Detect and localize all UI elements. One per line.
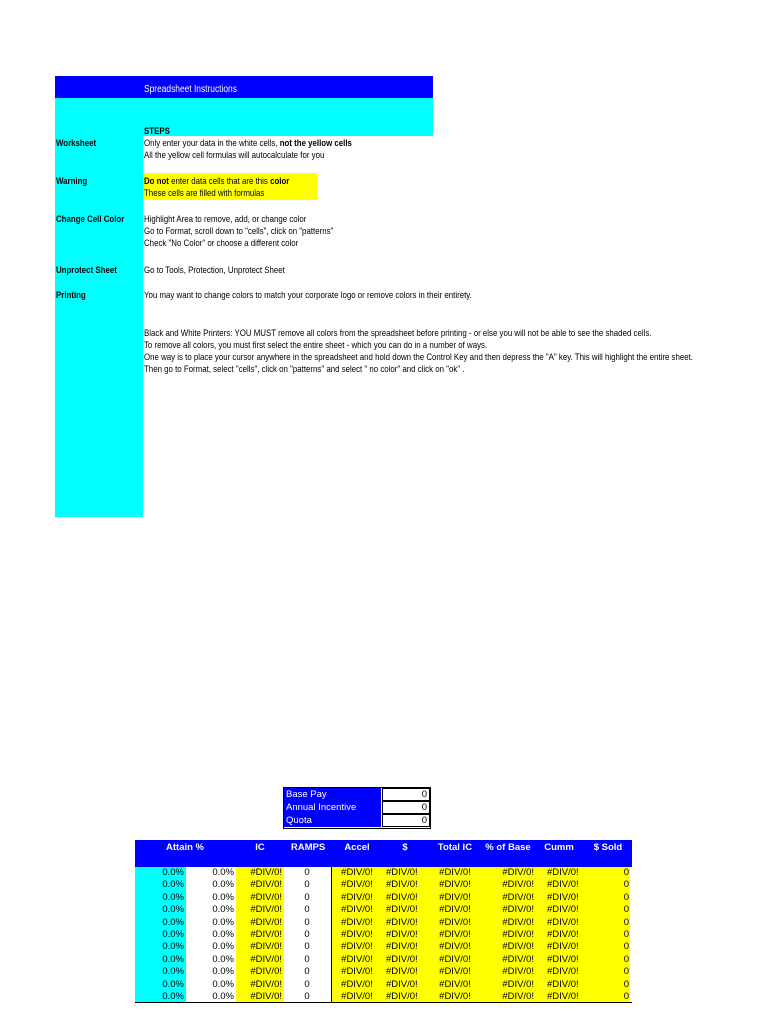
cell-ic: #DIV/0! [250, 879, 282, 891]
cell-pct-base: #DIV/0! [502, 941, 534, 953]
cell-cumm: #DIV/0! [547, 941, 579, 953]
cell-dollar: #DIV/0! [386, 879, 418, 891]
cell-cumm: #DIV/0! [547, 916, 579, 928]
cell-sold: 0 [623, 867, 629, 878]
cyan-header-band [55, 98, 433, 136]
input-base-pay[interactable]: 0 [382, 788, 430, 801]
cell-dollar: #DIV/0! [386, 941, 418, 953]
cell-accel: #DIV/0! [341, 891, 373, 903]
worksheet-text: Only enter your data in the white cells, not the yellow cells All the yellow cell formulas will autocalculate for you [144, 137, 352, 160]
cell-pct-base: #DIV/0! [502, 867, 534, 878]
cell-sold: 0 [623, 904, 629, 916]
cell-attain: 0.0% [162, 966, 184, 978]
cell-ic: #DIV/0! [250, 929, 282, 940]
cell-attain2[interactable]: 0.0% [212, 879, 234, 891]
cell-ramps[interactable]: 0 [304, 978, 310, 990]
cell-attain2[interactable]: 0.0% [212, 966, 234, 978]
cell-total-ic: #DIV/0! [439, 904, 471, 916]
cell-accel: #DIV/0! [341, 991, 373, 1002]
cell-ramps[interactable]: 0 [304, 929, 310, 940]
cyan-label-column [55, 136, 143, 517]
label-unprotect-sheet: Unprotect Sheet [56, 264, 117, 275]
cell-accel: #DIV/0! [341, 966, 373, 978]
input-label-annual-incentive: Annual Incentive [284, 801, 381, 814]
cell-attain2[interactable]: 0.0% [212, 929, 234, 940]
cell-attain2[interactable]: 0.0% [212, 941, 234, 953]
cell-accel: #DIV/0! [341, 916, 373, 928]
cell-sold: 0 [623, 879, 629, 891]
cell-dollar: #DIV/0! [386, 904, 418, 916]
cell-total-ic: #DIV/0! [439, 953, 471, 965]
cell-attain: 0.0% [162, 929, 184, 940]
printing-text: You may want to change colors to match your corporate logo or remove colors in their entirety. [144, 289, 472, 300]
cell-accel: #DIV/0! [341, 929, 373, 940]
cell-ramps[interactable]: 0 [304, 966, 310, 978]
cell-dollar: #DIV/0! [386, 991, 418, 1002]
header-ramps: RAMPS [290, 842, 326, 853]
label-printing: Printing [56, 289, 86, 300]
cell-attain: 0.0% [162, 916, 184, 928]
cell-dollar: #DIV/0! [386, 966, 418, 978]
cell-attain: 0.0% [162, 879, 184, 891]
cell-total-ic: #DIV/0! [439, 867, 471, 878]
cell-ramps[interactable]: 0 [304, 891, 310, 903]
header-dollar: $ [402, 842, 408, 853]
cell-attain2[interactable]: 0.0% [212, 953, 234, 965]
cell-ic: #DIV/0! [250, 916, 282, 928]
cell-cumm: #DIV/0! [547, 879, 579, 891]
cell-ic: #DIV/0! [250, 978, 282, 990]
cell-ic: #DIV/0! [250, 891, 282, 903]
label-change-cell-color: Change Cell Color [56, 213, 125, 224]
cell-attain: 0.0% [162, 991, 184, 1002]
cell-total-ic: #DIV/0! [439, 991, 471, 1002]
cell-attain: 0.0% [162, 867, 184, 878]
cell-ramps[interactable]: 0 [304, 941, 310, 953]
cell-cumm: #DIV/0! [547, 966, 579, 978]
cell-ramps[interactable]: 0 [304, 867, 310, 878]
cell-attain2[interactable]: 0.0% [212, 916, 234, 928]
cell-dollar: #DIV/0! [386, 978, 418, 990]
cell-attain: 0.0% [162, 953, 184, 965]
input-annual-incentive[interactable]: 0 [382, 801, 430, 814]
cell-cumm: #DIV/0! [547, 953, 579, 965]
cell-pct-base: #DIV/0! [502, 879, 534, 891]
cell-ic: #DIV/0! [250, 966, 282, 978]
cell-sold: 0 [623, 991, 629, 1002]
input-quota[interactable]: 0 [382, 814, 430, 827]
cell-attain2[interactable]: 0.0% [212, 904, 234, 916]
cell-accel: #DIV/0! [341, 953, 373, 965]
header-attain: Attain % [166, 842, 204, 853]
header-cumm: Cumm [544, 842, 574, 853]
cell-sold: 0 [623, 891, 629, 903]
cell-pct-base: #DIV/0! [502, 916, 534, 928]
cell-ic: #DIV/0! [250, 867, 282, 878]
cell-total-ic: #DIV/0! [439, 941, 471, 953]
cell-sold: 0 [623, 929, 629, 940]
cell-ramps[interactable]: 0 [304, 916, 310, 928]
cell-pct-base: #DIV/0! [502, 978, 534, 990]
cell-attain2[interactable]: 0.0% [212, 867, 234, 878]
input-label-quota: Quota [284, 814, 381, 827]
header-accel: Accel [344, 842, 370, 853]
cell-sold: 0 [623, 966, 629, 978]
change-color-text: Highlight Area to remove, add, or change color Go to Format, scroll down to "cells", click on "patterns" Check "No Color" or choose a different color [144, 213, 334, 248]
cell-cumm: #DIV/0! [547, 904, 579, 916]
cell-pct-base: #DIV/0! [502, 953, 534, 965]
label-warning: Warning [56, 175, 88, 186]
cell-ic: #DIV/0! [250, 941, 282, 953]
col-divider [331, 867, 332, 1003]
cell-attain: 0.0% [162, 891, 184, 903]
steps-heading: STEPS [144, 125, 170, 136]
header-sold: $ Sold [593, 842, 623, 853]
cell-dollar: #DIV/0! [386, 916, 418, 928]
cell-total-ic: #DIV/0! [439, 978, 471, 990]
cell-dollar: #DIV/0! [386, 929, 418, 940]
cell-attain2[interactable]: 0.0% [212, 891, 234, 903]
cell-total-ic: #DIV/0! [439, 891, 471, 903]
cell-cumm: #DIV/0! [547, 929, 579, 940]
cell-accel: #DIV/0! [341, 941, 373, 953]
cell-dollar: #DIV/0! [386, 867, 418, 878]
cell-attain: 0.0% [162, 904, 184, 916]
printing-details: Black and White Printers: YOU MUST remove all colors from the spreadsheet before printing - or else you will not be able to see the shaded cells. To remove all colors, you must first select the entire sheet - which you can do in a number of ways. One way is to place your cursor anywhere in the spreadsheet and hold down the Control Key and then depress the "A" key. This will highlight the entire sheet. Then go to Format, select "cells", click on "patterns" and select " no color" and click on "ok" . [144, 327, 693, 374]
cell-total-ic: #DIV/0! [439, 929, 471, 940]
input-label-base-pay: Base Pay [284, 788, 381, 801]
cell-total-ic: #DIV/0! [439, 916, 471, 928]
cell-cumm: #DIV/0! [547, 991, 579, 1002]
cell-total-ic: #DIV/0! [439, 879, 471, 891]
cell-ramps[interactable]: 0 [304, 991, 310, 1002]
cell-pct-base: #DIV/0! [502, 966, 534, 978]
cell-ic: #DIV/0! [250, 991, 282, 1002]
cell-attain2[interactable]: 0.0% [212, 978, 234, 990]
cell-cumm: #DIV/0! [547, 891, 579, 903]
cell-ic: #DIV/0! [250, 953, 282, 965]
cell-attain2[interactable]: 0.0% [212, 991, 234, 1002]
cell-pct-base: #DIV/0! [502, 891, 534, 903]
cell-cumm: #DIV/0! [547, 867, 579, 878]
cell-attain: 0.0% [162, 941, 184, 953]
cell-total-ic: #DIV/0! [439, 966, 471, 978]
cell-dollar: #DIV/0! [386, 953, 418, 965]
warning-text: Do not enter data cells that are this color These cells are filled with formulas [144, 175, 290, 198]
header-ic: IC [255, 842, 265, 853]
cell-dollar: #DIV/0! [386, 891, 418, 903]
header-pct-base: % of Base [485, 842, 531, 853]
unprotect-text: Go to Tools, Protection, Unprotect Sheet [144, 264, 285, 275]
cell-ramps[interactable]: 0 [304, 953, 310, 965]
cell-sold: 0 [623, 916, 629, 928]
cell-sold: 0 [623, 953, 629, 965]
cell-attain: 0.0% [162, 978, 184, 990]
cell-pct-base: #DIV/0! [502, 904, 534, 916]
cell-ic: #DIV/0! [250, 904, 282, 916]
instructions-title: Spreadsheet Instructions [144, 84, 237, 95]
cell-accel: #DIV/0! [341, 879, 373, 891]
cell-sold: 0 [623, 978, 629, 990]
cell-pct-base: #DIV/0! [502, 929, 534, 940]
cell-accel: #DIV/0! [341, 867, 373, 878]
label-worksheet: Worksheet [56, 137, 97, 148]
cell-cumm: #DIV/0! [547, 978, 579, 990]
cell-ramps[interactable]: 0 [304, 879, 310, 891]
cell-pct-base: #DIV/0! [502, 991, 534, 1002]
cell-accel: #DIV/0! [341, 978, 373, 990]
cell-accel: #DIV/0! [341, 904, 373, 916]
cell-ramps[interactable]: 0 [304, 904, 310, 916]
header-total-ic: Total IC [437, 842, 473, 853]
cell-sold: 0 [623, 941, 629, 953]
